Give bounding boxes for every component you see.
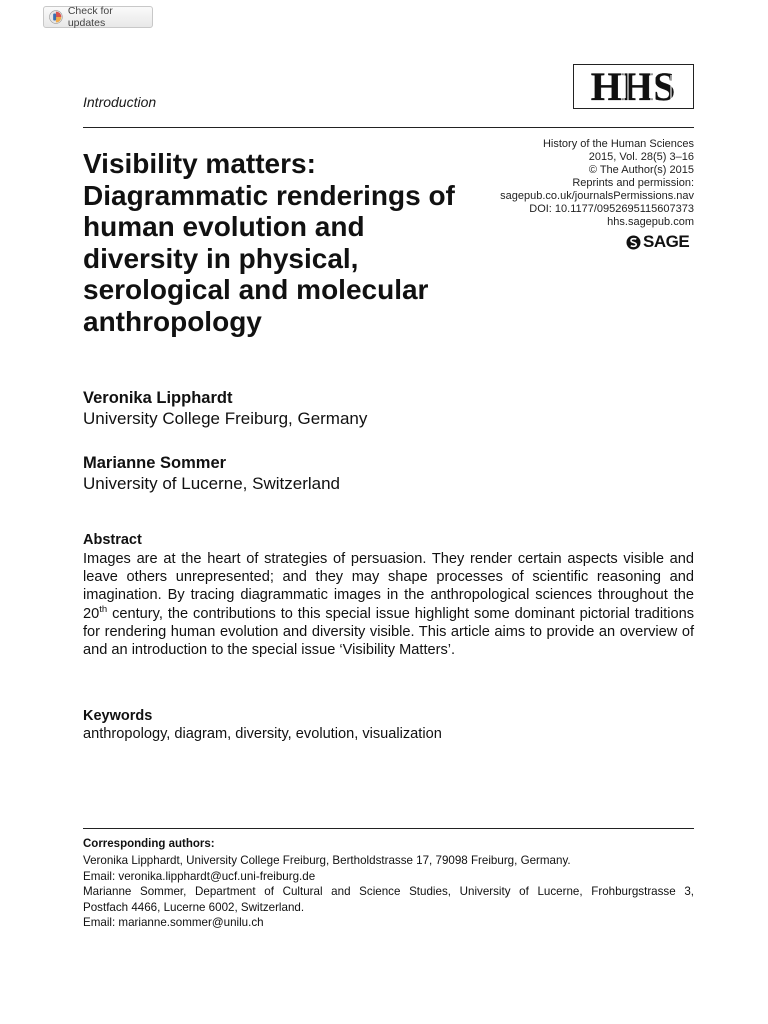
correspondence-line: Veronika Lipphardt, University College Freiburg, Bertholdstrasse 17, 79098 Freiburg, Germany.	[83, 854, 571, 867]
correspondence-email[interactable]: Email: marianne.sommer@unilu.ch	[83, 916, 264, 930]
sage-s-icon	[626, 235, 641, 250]
abstract-heading: Abstract	[83, 532, 142, 548]
corresponding-authors-heading: Corresponding authors:	[83, 838, 215, 850]
abstract-text	[83, 550, 694, 659]
journal-metadata	[434, 138, 694, 229]
author-name: Marianne Sommer	[83, 454, 227, 472]
journal-site-link[interactable]: hhs.sagepub.com	[607, 216, 694, 228]
permissions-link[interactable]: sagepub.co.uk/journalsPermissions.nav	[500, 190, 694, 202]
journal-name: History of the Human Sciences	[542, 138, 694, 150]
section-label: Introduction	[83, 94, 157, 110]
correspondence-email[interactable]: Email: veronika.lipphardt@ucf.uni-freiburg.de	[83, 869, 316, 883]
sage-logo-text: SAGE	[643, 232, 690, 251]
corresponding-authors	[83, 853, 694, 931]
abstract-superscript: th	[99, 603, 108, 615]
article-title: Visibility matters: Diagrammatic renderings of human evolution and diversity in physical, serological and molecular anthropology	[83, 148, 455, 337]
journal-logo	[573, 64, 694, 109]
header-divider	[83, 127, 694, 128]
copyright-line: © The Author(s) 2015	[588, 164, 694, 176]
doi-link[interactable]: DOI: 10.1177/0952695115607373	[529, 203, 694, 215]
reprints-line: Reprints and permission:	[572, 177, 694, 189]
correspondence-line: Postfach 4466, Lucerne 6002, Switzerland.	[83, 900, 305, 914]
footnote-divider	[83, 828, 694, 829]
sage-logo	[626, 232, 694, 252]
keywords-list: anthropology, diagram, diversity, evolution, visualization	[83, 726, 442, 742]
author-affiliation: University of Lucerne, Switzerland	[83, 474, 341, 493]
journal-volume: 2015, Vol. 28(5) 3–16	[588, 151, 694, 163]
abstract-text-part: Images are at the heart of strategies of persuasion. They render certain aspects visible and leave others unrepresented; and they may shape processes of scientific reasoning and imagination. By tracing diagrammatic images in the anthropological sciences throughout the 20	[83, 551, 694, 622]
check-for-updates-label: Check for updates	[67, 5, 113, 29]
correspondence-line: Marianne Sommer, Department of Cultural and Science Studies, University of Lucerne, Frohburgstrasse 3,	[83, 885, 694, 899]
check-for-updates-button[interactable]	[43, 6, 153, 28]
author-affiliation: University College Freiburg, Germany	[83, 409, 368, 428]
journal-logo-text: HHS	[590, 66, 676, 107]
author-name: Veronika Lipphardt	[83, 389, 233, 407]
keywords-heading: Keywords	[83, 708, 153, 724]
abstract-text-part: century, the contributions to this special issue highlight some dominant pictorial traditions for rendering human evolution and diversity visible. This article aims to provide an overview of and an introduction to the special issue ‘Visibility Matters’.	[83, 605, 694, 659]
check-for-updates-icon	[49, 10, 63, 24]
